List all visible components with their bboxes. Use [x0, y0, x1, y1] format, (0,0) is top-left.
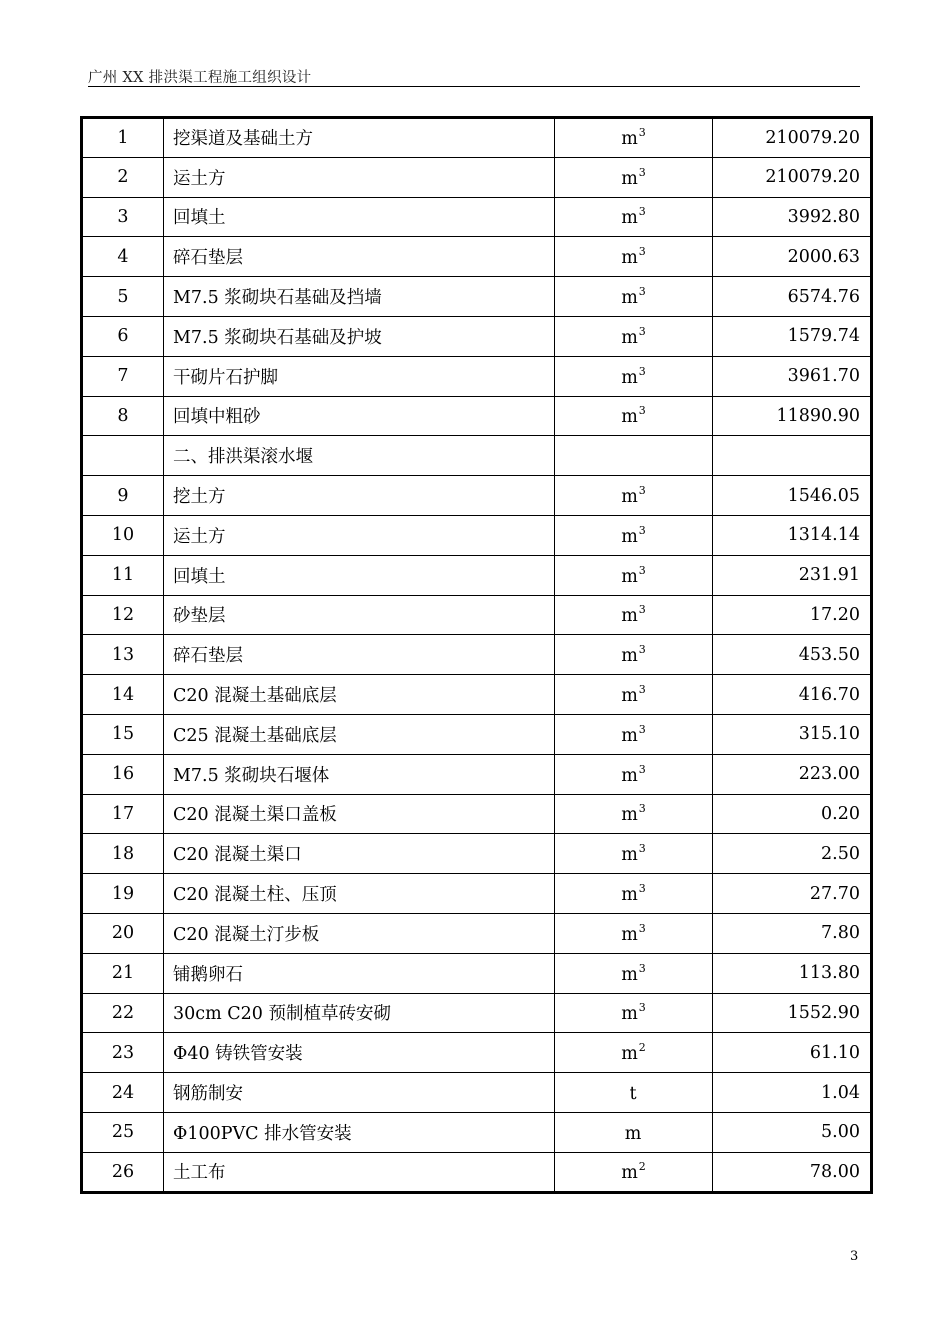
item-quantity: 2000.63 — [713, 237, 872, 277]
unit-symbol: m — [621, 288, 638, 309]
table-row — [82, 675, 872, 715]
unit-exponent: 3 — [638, 683, 646, 697]
item-unit — [555, 118, 713, 158]
item-unit — [555, 1112, 713, 1152]
unit-symbol: m — [621, 367, 638, 388]
unit-symbol: m — [621, 964, 638, 985]
unit-exponent: 3 — [638, 484, 646, 498]
item-number: 23 — [82, 1033, 164, 1073]
item-number: 20 — [82, 913, 164, 953]
unit-symbol: m — [621, 725, 638, 746]
unit-exponent: 2 — [638, 1041, 646, 1055]
unit-exponent: 3 — [638, 722, 646, 736]
item-name: C20 混凝土柱、压顶 — [164, 874, 555, 914]
item-unit — [555, 913, 713, 953]
unit-exponent: 3 — [638, 285, 646, 299]
table-row — [82, 834, 872, 874]
item-name: 钢筋制安 — [164, 1073, 555, 1113]
unit-symbol: m — [621, 646, 638, 667]
item-number — [82, 436, 164, 476]
table-row — [82, 476, 872, 516]
unit-exponent: 3 — [638, 882, 646, 896]
quantity-table — [80, 116, 873, 1194]
item-name: Φ40 铸铁管安装 — [164, 1033, 555, 1073]
item-number: 18 — [82, 834, 164, 874]
item-unit — [555, 396, 713, 436]
item-name: 挖渠道及基础土方 — [164, 118, 555, 158]
item-name: 二、排洪渠滚水堰 — [164, 436, 555, 476]
item-name: C20 混凝土基础底层 — [164, 675, 555, 715]
table-row — [82, 436, 872, 476]
item-unit — [555, 794, 713, 834]
item-number: 1 — [82, 118, 164, 158]
table-row — [82, 794, 872, 834]
item-name: M7.5 浆砌块石基础及挡墙 — [164, 277, 555, 317]
document-title: 广州 XX 排洪渠工程施工组织设计 — [88, 70, 312, 86]
item-name: 铺鹅卵石 — [164, 953, 555, 993]
item-quantity: 7.80 — [713, 913, 872, 953]
unit-exponent: 3 — [638, 961, 646, 975]
table-row — [82, 237, 872, 277]
unit-symbol: m — [621, 566, 638, 587]
item-unit — [555, 157, 713, 197]
unit-exponent: 3 — [638, 643, 646, 657]
item-quantity: 1579.74 — [713, 316, 872, 356]
table-row — [82, 595, 872, 635]
unit-exponent: 3 — [638, 921, 646, 935]
item-quantity: 315.10 — [713, 714, 872, 754]
unit-symbol: m — [624, 1123, 642, 1144]
item-name: 回填中粗砂 — [164, 396, 555, 436]
item-quantity: 1314.14 — [713, 515, 872, 555]
item-quantity: 1552.90 — [713, 993, 872, 1033]
table-row — [82, 1112, 872, 1152]
item-quantity: 11890.90 — [713, 396, 872, 436]
item-name: 砂垫层 — [164, 595, 555, 635]
item-number: 25 — [82, 1112, 164, 1152]
unit-symbol: m — [621, 765, 638, 786]
table-row — [82, 197, 872, 237]
item-name: C20 混凝土渠口盖板 — [164, 794, 555, 834]
item-quantity: 223.00 — [713, 754, 872, 794]
table-row — [82, 157, 872, 197]
unit-symbol: t — [629, 1084, 637, 1105]
item-number: 26 — [82, 1152, 164, 1192]
item-quantity: 453.50 — [713, 635, 872, 675]
item-unit — [555, 1033, 713, 1073]
item-quantity: 0.20 — [713, 794, 872, 834]
item-quantity: 416.70 — [713, 675, 872, 715]
unit-symbol: m — [621, 845, 638, 866]
item-name: C25 混凝土基础底层 — [164, 714, 555, 754]
item-name: M7.5 浆砌块石基础及护坡 — [164, 316, 555, 356]
item-name: 30cm C20 预制植草砖安砌 — [164, 993, 555, 1033]
table-row — [82, 396, 872, 436]
item-quantity: 1546.05 — [713, 476, 872, 516]
item-quantity: 61.10 — [713, 1033, 872, 1073]
item-quantity: 1.04 — [713, 1073, 872, 1113]
item-number: 6 — [82, 316, 164, 356]
item-number: 7 — [82, 356, 164, 396]
item-number: 22 — [82, 993, 164, 1033]
item-quantity: 3961.70 — [713, 356, 872, 396]
page-header — [88, 64, 860, 87]
item-unit — [555, 237, 713, 277]
item-quantity: 2.50 — [713, 834, 872, 874]
unit-exponent: 3 — [638, 126, 646, 140]
item-unit — [555, 316, 713, 356]
unit-exponent: 3 — [638, 762, 646, 776]
unit-symbol: m — [621, 168, 638, 189]
unit-exponent: 3 — [638, 404, 646, 418]
item-number: 17 — [82, 794, 164, 834]
item-number: 3 — [82, 197, 164, 237]
item-name: C20 混凝土渠口 — [164, 834, 555, 874]
item-unit — [555, 197, 713, 237]
item-unit — [555, 1152, 713, 1192]
table-row — [82, 953, 872, 993]
item-name: C20 混凝土汀步板 — [164, 913, 555, 953]
table-row — [82, 754, 872, 794]
item-number: 11 — [82, 555, 164, 595]
unit-symbol: m — [621, 885, 638, 906]
table-row — [82, 1073, 872, 1113]
item-unit — [555, 714, 713, 754]
table-row — [82, 874, 872, 914]
item-name: 碎石垫层 — [164, 635, 555, 675]
item-number: 16 — [82, 754, 164, 794]
item-quantity: 210079.20 — [713, 157, 872, 197]
item-number: 10 — [82, 515, 164, 555]
item-number: 13 — [82, 635, 164, 675]
item-unit — [555, 555, 713, 595]
unit-symbol: m — [621, 407, 638, 428]
table-row — [82, 993, 872, 1033]
unit-symbol: m — [621, 526, 638, 547]
unit-symbol: m — [621, 129, 638, 150]
item-quantity: 3992.80 — [713, 197, 872, 237]
table-row — [82, 1152, 872, 1192]
item-quantity: 231.91 — [713, 555, 872, 595]
item-name: 运土方 — [164, 157, 555, 197]
unit-exponent: 3 — [638, 563, 646, 577]
table-row — [82, 118, 872, 158]
item-name: 回填土 — [164, 555, 555, 595]
item-quantity: 78.00 — [713, 1152, 872, 1192]
item-unit — [555, 874, 713, 914]
item-quantity: 5.00 — [713, 1112, 872, 1152]
item-unit — [555, 993, 713, 1033]
unit-symbol: m — [621, 1163, 638, 1184]
unit-symbol: m — [621, 208, 638, 229]
unit-symbol: m — [621, 327, 638, 348]
unit-exponent: 3 — [638, 842, 646, 856]
item-unit — [555, 635, 713, 675]
item-unit — [555, 834, 713, 874]
unit-symbol: m — [621, 686, 638, 707]
quantity-table-body — [82, 118, 872, 1193]
item-quantity: 210079.20 — [713, 118, 872, 158]
unit-symbol: m — [621, 924, 638, 945]
item-quantity: 17.20 — [713, 595, 872, 635]
item-number: 12 — [82, 595, 164, 635]
item-quantity: 6574.76 — [713, 277, 872, 317]
unit-exponent: 3 — [638, 603, 646, 617]
item-quantity: 113.80 — [713, 953, 872, 993]
item-number: 15 — [82, 714, 164, 754]
item-quantity — [713, 436, 872, 476]
unit-exponent: 3 — [638, 802, 646, 816]
table-row — [82, 515, 872, 555]
table-row — [82, 1033, 872, 1073]
table-row — [82, 316, 872, 356]
unit-exponent: 3 — [638, 1001, 646, 1015]
table-row — [82, 555, 872, 595]
table-row — [82, 356, 872, 396]
item-number: 21 — [82, 953, 164, 993]
unit-symbol: m — [621, 805, 638, 826]
unit-exponent: 3 — [638, 364, 646, 378]
item-number: 4 — [82, 237, 164, 277]
item-number: 9 — [82, 476, 164, 516]
item-quantity: 27.70 — [713, 874, 872, 914]
unit-symbol: m — [621, 1044, 638, 1065]
item-name: Φ100PVC 排水管安装 — [164, 1112, 555, 1152]
item-name: 干砌片石护脚 — [164, 356, 555, 396]
item-name: 运土方 — [164, 515, 555, 555]
item-name: M7.5 浆砌块石堰体 — [164, 754, 555, 794]
unit-exponent: 3 — [638, 165, 646, 179]
unit-exponent: 2 — [638, 1160, 646, 1174]
item-number: 5 — [82, 277, 164, 317]
unit-exponent: 3 — [638, 523, 646, 537]
unit-exponent: 3 — [638, 324, 646, 338]
item-number: 2 — [82, 157, 164, 197]
item-unit — [555, 1073, 713, 1113]
page-number: 3 — [850, 1249, 859, 1264]
unit-symbol: m — [621, 248, 638, 269]
table-row — [82, 913, 872, 953]
unit-symbol: m — [621, 1004, 638, 1025]
item-number: 24 — [82, 1073, 164, 1113]
item-number: 8 — [82, 396, 164, 436]
item-unit — [555, 277, 713, 317]
item-name: 回填土 — [164, 197, 555, 237]
table-row — [82, 714, 872, 754]
unit-symbol: m — [621, 606, 638, 627]
unit-symbol: m — [621, 487, 638, 508]
item-unit — [555, 436, 713, 476]
unit-exponent: 3 — [638, 245, 646, 259]
item-number: 14 — [82, 675, 164, 715]
item-unit — [555, 754, 713, 794]
table-row — [82, 277, 872, 317]
item-unit — [555, 595, 713, 635]
item-name: 挖土方 — [164, 476, 555, 516]
item-unit — [555, 476, 713, 516]
item-name: 土工布 — [164, 1152, 555, 1192]
item-unit — [555, 953, 713, 993]
item-name: 碎石垫层 — [164, 237, 555, 277]
table-row — [82, 635, 872, 675]
unit-exponent: 3 — [638, 205, 646, 219]
item-unit — [555, 515, 713, 555]
item-unit — [555, 675, 713, 715]
item-number: 19 — [82, 874, 164, 914]
item-unit — [555, 356, 713, 396]
